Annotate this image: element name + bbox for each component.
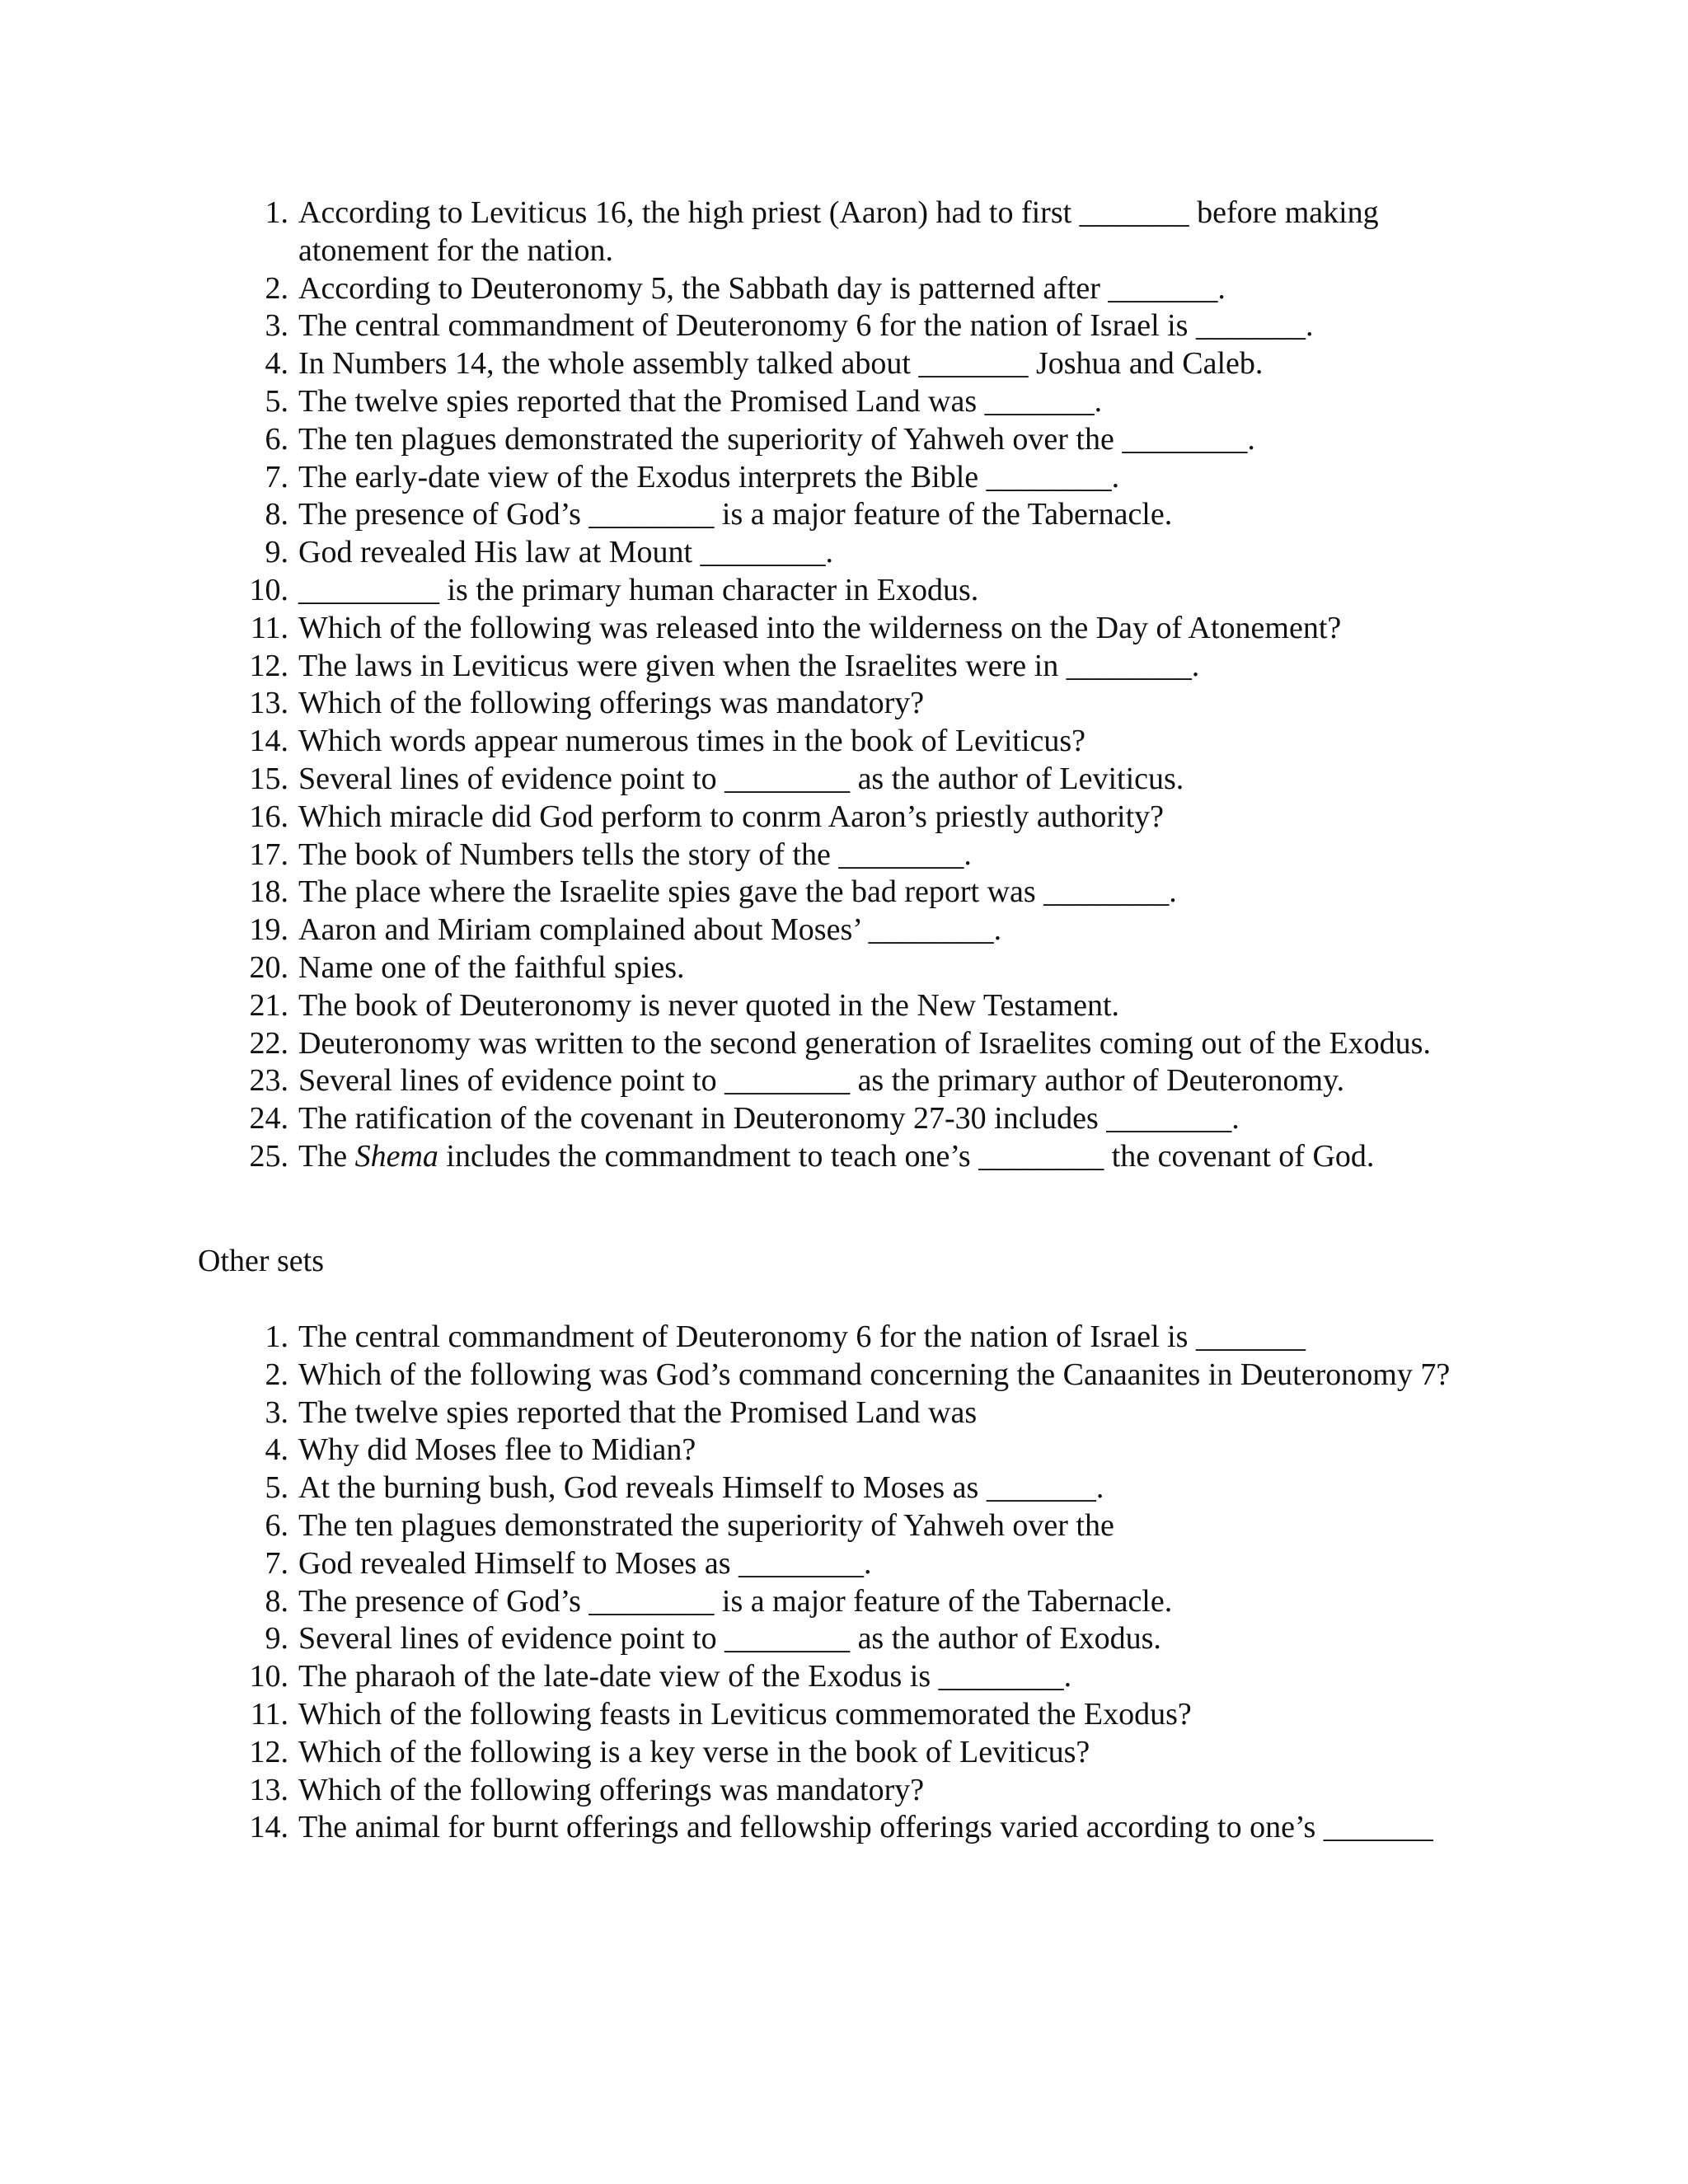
question-text: Which of the following offerings was mandatory? xyxy=(298,686,925,721)
question-text: The animal for burnt offerings and fellowship offerings varied according to one’s _______ xyxy=(298,1810,1433,1845)
question-number: 14. xyxy=(249,1810,288,1845)
question-text: Several lines of evidence point to ________ as the primary author of Deuteronomy. xyxy=(298,1063,1345,1099)
question-item xyxy=(239,987,1492,1025)
question-number: 12. xyxy=(249,1734,288,1769)
question-item xyxy=(239,1583,1492,1621)
question-text: Which of the following was released into the wilderness on the Day of Atonement? xyxy=(298,610,1342,645)
question-text: The ratification of the covenant in Deuteronomy 27-30 includes ________. xyxy=(298,1101,1240,1137)
question-number: 12. xyxy=(249,648,288,683)
question-text: In Numbers 14, the whole assembly talked about _______ Joshua and Caleb. xyxy=(298,346,1264,382)
question-text: The early-date view of the Exodus interprets the Bible ________. xyxy=(298,459,1120,494)
question-number: 5. xyxy=(265,1470,288,1506)
question-number: 22. xyxy=(249,1025,288,1061)
question-item xyxy=(239,421,1492,459)
question-item xyxy=(239,949,1492,987)
question-text: The book of Numbers tells the story of the ________. xyxy=(298,837,972,872)
question-text: Which miracle did God perform to conrm Aaron’s priestly authority? xyxy=(298,799,1164,834)
question-number: 6. xyxy=(265,1507,288,1543)
question-item xyxy=(239,1734,1492,1772)
question-item xyxy=(239,1809,1492,1847)
question-item xyxy=(239,837,1492,874)
question-text: Which of the following offerings was mandatory? xyxy=(298,1772,925,1807)
question-item xyxy=(239,1357,1492,1394)
question-number: 5. xyxy=(265,383,288,419)
question-number: 11. xyxy=(250,610,288,645)
question-item xyxy=(239,912,1492,949)
question-text: Which of the following feasts in Leviticus commemorated the Exodus? xyxy=(298,1696,1192,1732)
question-item xyxy=(239,1394,1492,1432)
question-text: The laws in Leviticus were given when the Israelites were in ________. xyxy=(298,648,1200,683)
question-number: 25. xyxy=(249,1138,288,1174)
question-text: Name one of the faithful spies. xyxy=(298,949,685,985)
question-number: 18. xyxy=(249,874,288,910)
question-text: The twelve spies reported that the Promised Land was _______. xyxy=(298,383,1103,419)
question-number: 2. xyxy=(265,270,288,306)
question-item xyxy=(239,459,1492,497)
question-text: The central commandment of Deuteronomy 6 for the nation of Israel is _______. xyxy=(298,308,1314,344)
question-item xyxy=(239,723,1492,761)
question-item xyxy=(239,1469,1492,1507)
question-number: 10. xyxy=(249,1659,288,1694)
question-text: The pharaoh of the late-date view of the Exodus is ________. xyxy=(298,1659,1072,1694)
section-heading: Other sets xyxy=(198,1244,325,1278)
question-text: The book of Deuteronomy is never quoted in the New Testament. xyxy=(298,987,1119,1023)
question-item xyxy=(239,1545,1492,1583)
question-number: 21. xyxy=(249,987,288,1023)
question-list-other-sets xyxy=(239,1319,1492,1847)
question-item xyxy=(239,572,1492,610)
question-item xyxy=(239,1620,1492,1658)
question-item xyxy=(239,383,1492,421)
question-text: Aaron and Miriam complained about Moses’ ________. xyxy=(298,912,1002,948)
question-item xyxy=(239,1432,1492,1469)
question-number: 11. xyxy=(250,1696,288,1732)
question-item xyxy=(239,1658,1492,1696)
question-item xyxy=(239,534,1492,572)
question-number: 14. xyxy=(249,724,288,759)
question-item xyxy=(239,799,1492,837)
question-text: The central commandment of Deuteronomy 6 for the nation of Israel is _______ xyxy=(298,1319,1306,1354)
question-number: 16. xyxy=(249,799,288,834)
question-number: 13. xyxy=(249,686,288,721)
question-number: 8. xyxy=(265,497,288,532)
question-item xyxy=(239,496,1492,534)
question-number: 7. xyxy=(265,1545,288,1581)
question-text: According to Deuteronomy 5, the Sabbath day is patterned after _______. xyxy=(298,270,1226,306)
question-text: Which words appear numerous times in the book of Leviticus? xyxy=(298,724,1086,759)
question-text: The xyxy=(298,1138,355,1174)
question-item xyxy=(239,874,1492,912)
question-item xyxy=(239,1696,1492,1734)
question-item xyxy=(239,1025,1492,1063)
question-number: 4. xyxy=(265,346,288,382)
question-text: The place where the Israelite spies gave the bad report was ________. xyxy=(298,874,1177,910)
question-text: Several lines of evidence point to ________ as the author of Exodus. xyxy=(298,1621,1161,1657)
question-item xyxy=(239,194,1492,270)
question-number: 8. xyxy=(265,1583,288,1619)
question-number: 4. xyxy=(265,1432,288,1468)
question-item xyxy=(239,1138,1492,1176)
question-text: The presence of God’s ________ is a major feature of the Tabernacle. xyxy=(298,1583,1173,1619)
question-item xyxy=(239,1062,1492,1100)
question-number: 2. xyxy=(265,1357,288,1392)
question-number: 7. xyxy=(265,459,288,494)
question-text: Why did Moses flee to Midian? xyxy=(298,1432,696,1468)
question-number: 3. xyxy=(265,308,288,344)
question-number: 1. xyxy=(265,1319,288,1354)
question-number: 9. xyxy=(265,535,288,570)
question-text: Which of the following is a key verse in the book of Leviticus? xyxy=(298,1734,1090,1769)
question-text: God revealed His law at Mount ________. xyxy=(298,535,834,570)
question-item xyxy=(239,270,1492,308)
question-text: According to Leviticus 16, the high priest (Aaron) had to first _______ before making atonement for the nation. xyxy=(298,195,1379,268)
question-emphasis: Shema xyxy=(354,1138,438,1174)
question-number: 10. xyxy=(249,572,288,607)
question-number: 20. xyxy=(249,949,288,985)
question-list-main xyxy=(239,194,1492,1176)
question-number: 24. xyxy=(249,1101,288,1137)
question-number: 17. xyxy=(249,837,288,872)
question-number: 6. xyxy=(265,421,288,457)
question-number: 15. xyxy=(249,761,288,796)
question-item xyxy=(239,610,1492,648)
question-item xyxy=(239,761,1492,799)
question-item xyxy=(239,1319,1492,1357)
question-text: Several lines of evidence point to ________ as the author of Leviticus. xyxy=(298,761,1184,796)
question-text: God revealed Himself to Moses as ________. xyxy=(298,1545,872,1581)
question-item xyxy=(239,1507,1492,1545)
question-item xyxy=(239,648,1492,686)
question-item xyxy=(239,307,1492,345)
question-item xyxy=(239,685,1492,723)
question-text-continued: includes the commandment to teach one’s ________ the covenant of God. xyxy=(438,1138,1375,1174)
question-number: 13. xyxy=(249,1772,288,1807)
question-text: The twelve spies reported that the Promised Land was xyxy=(298,1394,978,1430)
question-text: The ten plagues demonstrated the superiority of Yahweh over the ________. xyxy=(298,421,1255,457)
question-item xyxy=(239,345,1492,383)
question-number: 3. xyxy=(265,1394,288,1430)
question-number: 19. xyxy=(249,912,288,948)
question-item xyxy=(239,1772,1492,1810)
question-text: Which of the following was God’s command concerning the Canaanites in Deuteronomy 7? xyxy=(298,1357,1451,1392)
question-number: 1. xyxy=(265,195,288,230)
question-text: The presence of God’s ________ is a major feature of the Tabernacle. xyxy=(298,497,1173,532)
question-number: 23. xyxy=(249,1063,288,1099)
question-text: _________ is the primary human character in Exodus. xyxy=(298,572,979,607)
question-number: 9. xyxy=(265,1621,288,1657)
question-text: At the burning bush, God reveals Himself to Moses as _______. xyxy=(298,1470,1104,1506)
question-text: Deuteronomy was written to the second generation of Israelites coming out of the Exodus. xyxy=(298,1025,1431,1061)
question-text: The ten plagues demonstrated the superiority of Yahweh over the xyxy=(298,1507,1114,1543)
question-item xyxy=(239,1100,1492,1138)
